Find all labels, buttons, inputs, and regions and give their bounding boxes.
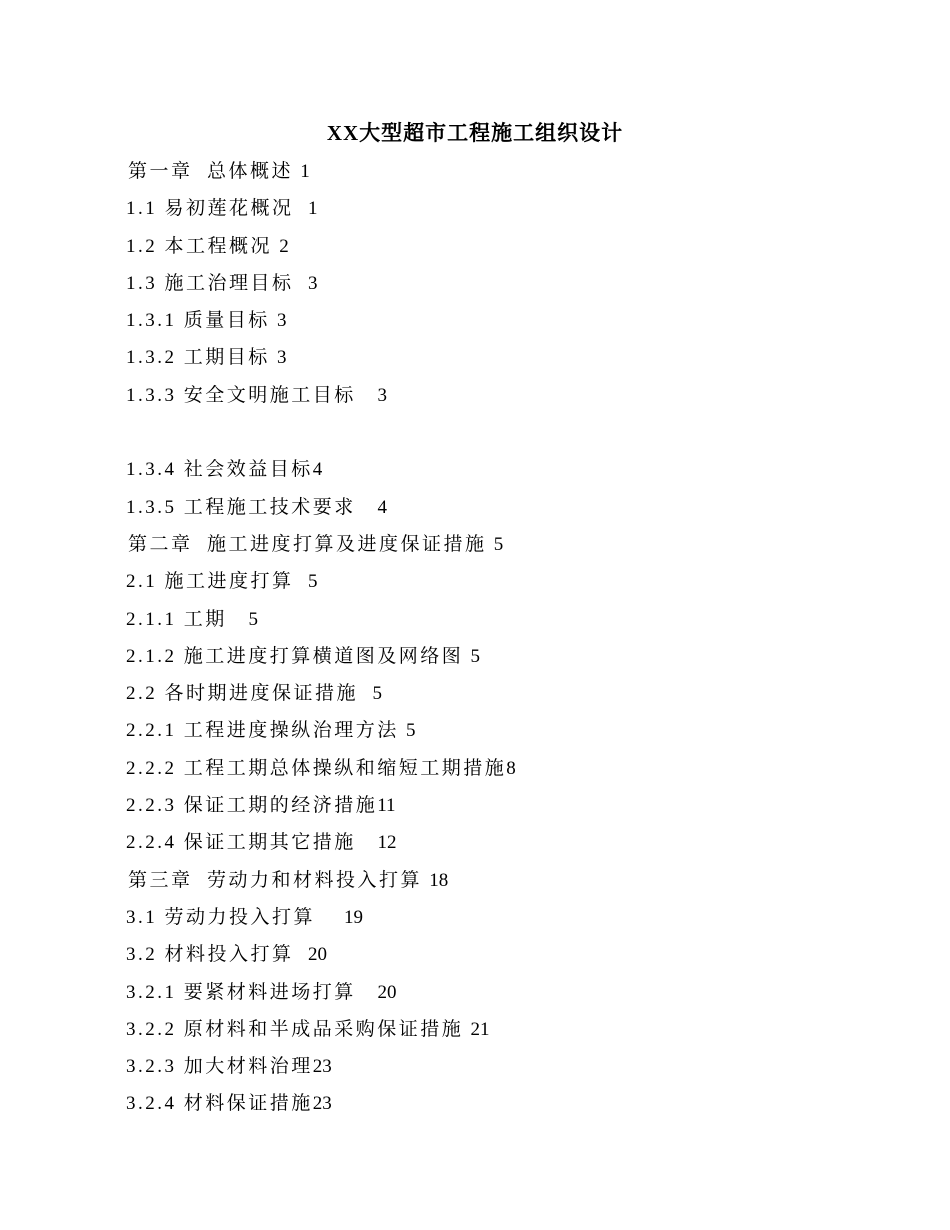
toc-section-entry[interactable] [126,827,846,864]
toc-entry-title: 1.3.5 工程施工技术要求 [126,496,356,518]
toc-section-entry[interactable] [126,566,846,603]
toc-page-number: 21 [470,1018,490,1040]
toc-entry-title: 2.2.4 保证工期其它措施 [126,832,356,854]
toc-entry-title: 2.1.1 工期 [126,608,227,630]
toc-chapter-entry[interactable] [126,156,846,193]
toc-entry-title: 2.2.3 保证工期的经济措施 [126,795,378,817]
toc-section-entry[interactable] [126,231,846,268]
toc-page-number: 12 [377,832,397,854]
toc-section-entry[interactable] [126,790,846,827]
toc-entry-gap [399,720,406,741]
toc-page-number: 1 [308,198,318,220]
toc-page-number: 3 [277,347,287,369]
toc-page-number: 5 [308,571,318,593]
toc-entry-title: 2.2.1 工程进度操纵治理方法 [126,720,399,742]
toc-section-entry[interactable] [126,268,846,305]
toc-entry-gap [487,534,494,555]
toc-section-entry[interactable] [126,454,846,491]
toc-section-entry[interactable] [126,305,846,342]
toc-blank-line [126,417,846,454]
toc-entry-title: 1.3.2 工期目标 [126,347,270,369]
toc-page-number: 3 [377,384,388,406]
toc-entry-title: 3.2.1 要紧材料进场打算 [126,981,356,1003]
toc-entry-gap [356,832,378,853]
toc-page-number: 19 [344,906,364,928]
toc-entry-title: 1.2 本工程概况 [126,235,273,257]
toc-section-entry[interactable] [126,1088,846,1125]
toc-entry-gap [227,609,249,630]
toc-entry-gap [294,944,309,965]
toc-section-entry[interactable] [126,715,846,752]
toc-section-entry[interactable] [126,492,846,529]
toc-section-entry[interactable] [126,604,846,641]
toc-page-number: 20 [377,981,397,1003]
toc-entry-title: 第一章 总体概述 [128,161,294,182]
toc-entry-title: 2.1 施工进度打算 [126,571,294,593]
toc-entry-gap [358,683,373,704]
toc-entry-gap [294,571,309,592]
toc-section-entry[interactable] [126,193,846,230]
table-of-contents [126,156,846,1126]
toc-entry-gap [463,1019,470,1040]
toc-entry-gap [270,310,277,331]
toc-section-entry[interactable] [126,678,846,715]
toc-entry-gap [356,385,378,406]
toc-section-entry[interactable] [126,1014,846,1051]
toc-page-number: 3 [277,310,287,332]
toc-entry-gap [315,907,344,928]
toc-entry-gap [356,497,378,518]
toc-entry-title: 1.3.4 社会效益目标 [126,459,313,481]
toc-page-number: 5 [248,608,259,630]
toc-page-number: 18 [429,869,449,891]
toc-page-number: 5 [406,720,416,742]
toc-entry-title: 1.3.3 安全文明施工目标 [126,384,356,406]
toc-entry-title: 1.3.1 质量目标 [126,310,270,332]
toc-page-number: 20 [308,944,328,966]
toc-page-number: 5 [493,533,504,555]
toc-section-entry[interactable] [126,753,846,790]
toc-entry-title: 3.2 材料投入打算 [126,944,294,966]
toc-page-number: 3 [308,272,318,294]
toc-section-entry[interactable] [126,902,846,939]
toc-entry-title: 1.3 施工治理目标 [126,272,294,294]
toc-entry-title: 3.2.3 加大材料治理 [126,1056,313,1078]
toc-entry-title: 2.1.2 施工进度打算横道图及网络图 [126,645,464,667]
toc-entry-gap [463,646,470,667]
toc-section-entry[interactable] [126,977,846,1014]
toc-section-entry[interactable] [126,641,846,678]
toc-page-number: 23 [312,1093,332,1115]
toc-page-number: 1 [300,161,310,182]
toc-entry-gap [294,273,309,294]
toc-entry-gap [294,198,309,219]
toc-chapter-entry[interactable] [126,865,846,902]
toc-entry-title: 3.1 劳动力投入打算 [126,906,316,928]
toc-page-number: 11 [377,795,396,817]
toc-section-entry[interactable] [126,939,846,976]
toc-entry-title: 3.2.4 材料保证措施 [126,1093,313,1115]
toc-entry-title: 2.2 各时期进度保证措施 [126,683,359,705]
toc-entry-title: 2.2.2 工程工期总体操纵和缩短工期措施 [126,757,507,779]
toc-section-entry[interactable] [126,380,846,417]
toc-page-number: 5 [470,645,481,667]
toc-entry-gap [356,982,378,1003]
toc-page-number: 5 [372,683,383,705]
toc-chapter-entry[interactable] [126,529,846,566]
toc-page-number: 2 [279,235,289,257]
toc-page-number: 4 [312,459,323,481]
toc-page-number: 4 [377,496,388,518]
toc-section-entry[interactable] [126,342,846,379]
toc-section-entry[interactable] [126,1051,846,1088]
toc-page-number: 8 [506,757,516,779]
toc-page-number: 23 [312,1056,332,1078]
toc-entry-title: 1.1 易初莲花概况 [126,198,294,220]
toc-entry-gap [270,347,277,368]
toc-entry-title: 第二章 施工进度打算及进度保证措施 [128,533,487,555]
toc-entry-title: 第三章 劳动力和材料投入打算 [128,869,423,891]
document-title: XX大型超市工程施工组织设计 [326,121,624,145]
toc-entry-title: 3.2.2 原材料和半成品采购保证措施 [126,1018,464,1040]
